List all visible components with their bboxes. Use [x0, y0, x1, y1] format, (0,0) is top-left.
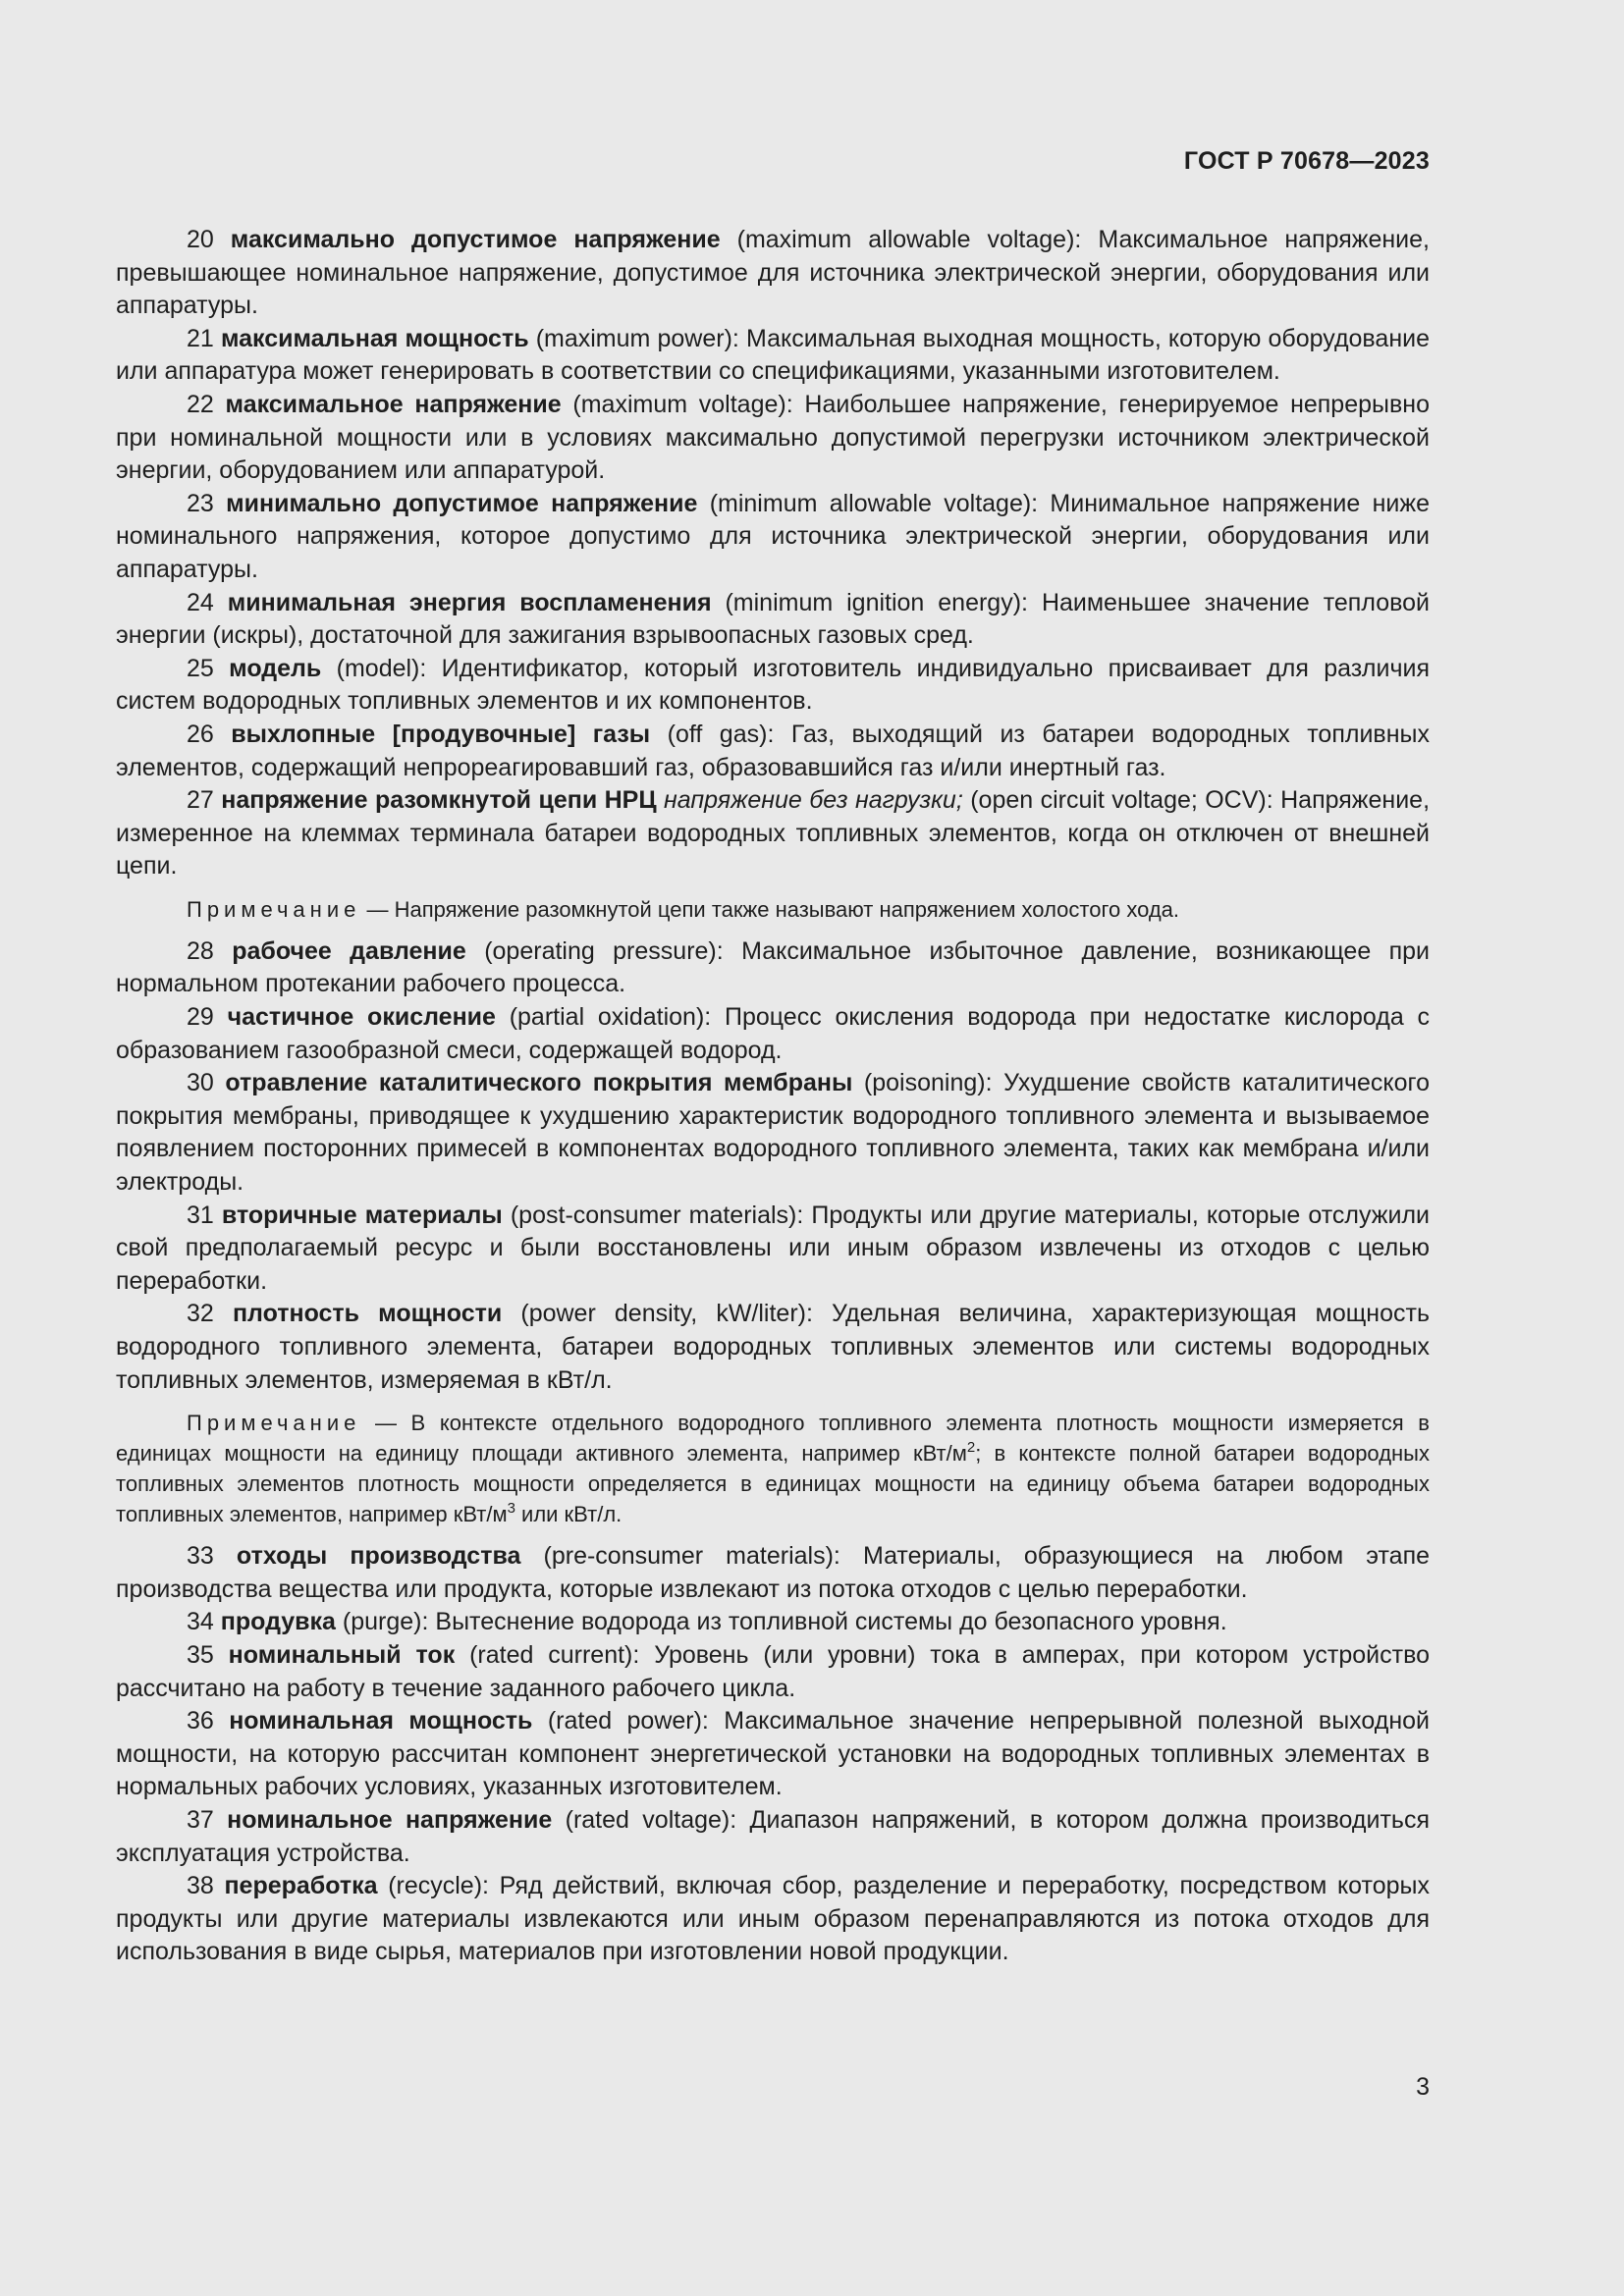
term-name: рабочее давление [232, 936, 466, 965]
term-definition: Диапазон напряжений, в котором должна производиться эксплуатация устройства. [116, 1805, 1430, 1867]
term-number: 31 [187, 1201, 214, 1229]
note-text: или кВт/л. [514, 1502, 623, 1527]
term-name: модель [229, 654, 322, 682]
term-definition: Максимальное значение непрерывной полезной выходной мощности, на которую рассчитан компонент энергетической установки на водородных топливных элементах в нормальных рабочих условиях, указанных изготовителем. [116, 1707, 1430, 1801]
term-entry [116, 1804, 1430, 1870]
term-name: максимальная мощность [220, 324, 529, 352]
page-number: 3 [1416, 2073, 1430, 2101]
term-entry [116, 784, 1430, 883]
term-english: (partial oxidation): [509, 1003, 712, 1032]
term-english: (maximum voltage): [572, 390, 793, 418]
term-definition: Максимальная выходная мощность, которую оборудование или аппаратура может генерировать в соответствии со спецификациями, указанными изготовителем. [116, 324, 1431, 386]
term-number: 32 [187, 1300, 214, 1328]
note-text: ; в контексте полной батареи водородных топливных элементов плотность мощности определяется в единицах мощности на единицу объема батареи водородных топливных элементов, например кВт/м [116, 1441, 1430, 1527]
term-definition: Наименьшее значение тепловой энергии (искры), достаточной для зажигания взрывоопасных газовых сред. [116, 588, 1430, 650]
term-number: 35 [187, 1640, 214, 1669]
term-definition: Процесс окисления водорода при недостатке кислорода с образованием газообразной смеси, содержащей водород. [116, 1003, 1430, 1064]
note-label: Примечание [187, 896, 361, 922]
term-definition: Ухудшение свойств каталитического покрытия мембраны, приводящее к ухудшению характеристик водородного топливного элемента и вызываемое появлением посторонних примесей в компонентах водородного топливного элемента, таких как мембрана и/или электроды. [116, 1069, 1430, 1197]
term-name: отходы производства [236, 1542, 521, 1571]
term-entry [116, 1870, 1430, 1969]
term-name: максимальное напряжение [225, 390, 562, 418]
term-definition: Максимальное напряжение, превышающее номинальное напряжение, допустимое для источника электрической энергии, оборудования или аппаратуры. [116, 226, 1430, 320]
term-english: (minimum ignition energy): [725, 588, 1028, 616]
term-english: (purge): [342, 1608, 429, 1636]
term-number: 29 [187, 1003, 214, 1032]
term-number: 23 [187, 489, 214, 517]
term-number: 37 [187, 1805, 214, 1834]
term-english: (maximum allowable voltage): [736, 226, 1082, 253]
term-definition: Максимальное избыточное давление, возникающее при нормальном протекании рабочего процесса. [116, 936, 1431, 998]
term-definition: Уровень (или уровни) тока в амперах, при котором устройство рассчитано на работу в течение заданного рабочего цикла. [116, 1640, 1430, 1702]
term-number: 24 [187, 588, 214, 616]
term-note [116, 894, 1430, 925]
note-text: — Напряжение разомкнутой цепи также называют напряжением холостого хода. [366, 896, 1180, 922]
term-entry [116, 488, 1430, 587]
note-superscript: 2 [966, 1439, 976, 1457]
term-entry [116, 1001, 1430, 1067]
term-number: 28 [187, 936, 214, 965]
terms-content [116, 224, 1430, 1969]
term-english: (minimum allowable voltage): [709, 489, 1039, 517]
term-entry [116, 1067, 1430, 1199]
term-entry [116, 1606, 1430, 1639]
term-name: номинальная мощность [229, 1707, 533, 1735]
term-name: частичное окисление [227, 1003, 496, 1032]
term-definition: Удельная величина, характеризующая мощность водородного топливного элемента, батареи водородных топливных элементов или системы водородных топливных элементов, измеряемая в кВт/л. [116, 1300, 1430, 1394]
term-english: (off gas): [667, 720, 775, 748]
term-english: (model): [336, 654, 427, 682]
term-name: вторичные материалы [221, 1201, 503, 1229]
term-name: номинальное напряжение [227, 1805, 553, 1834]
term-definition: Напряжение, измеренное на клеммах терминала батареи водородных топливных элементов, когда он отключен от внешней цепи. [116, 786, 1431, 881]
term-entry [116, 1705, 1430, 1804]
term-definition: Вытеснение водорода из топливной системы до безопасного уровня. [435, 1608, 1227, 1636]
term-english: (power density, kW/liter): [520, 1300, 813, 1328]
term-name: продувка [220, 1608, 336, 1636]
term-name: напряжение разомкнутой цепи НРЦ [221, 786, 657, 815]
term-number: 36 [187, 1707, 214, 1735]
term-english: (rated voltage): [565, 1805, 737, 1834]
term-definition: Ряд действий, включая сбор, разделение и переработку, посредством которых продукты или другие материалы извлекаются или иным образом перенаправляются из потока отходов для использования в виде сырья, материалов при изготовлении новой продукции. [116, 1872, 1430, 1966]
term-entry [116, 1540, 1430, 1606]
term-number: 25 [187, 654, 214, 682]
term-english: (rated power): [547, 1707, 709, 1735]
term-number: 22 [187, 390, 214, 418]
term-english: (post-consumer materials): [510, 1201, 804, 1229]
term-definition: Минимальное напряжение ниже номинального напряжения, которое допустимо для источника электрической энергии, оборудования или аппаратуры. [116, 489, 1430, 583]
term-entry [116, 224, 1430, 323]
note-label: Примечание [187, 1411, 361, 1436]
term-entry [116, 719, 1430, 784]
term-entry [116, 935, 1430, 1001]
term-number: 34 [187, 1608, 214, 1636]
term-name: минимальная энергия воспламенения [227, 588, 712, 616]
term-entry [116, 587, 1430, 653]
term-english: (rated current): [469, 1640, 640, 1669]
term-number: 20 [187, 226, 214, 253]
term-synonym: напряжение без нагрузки; [664, 786, 963, 815]
term-name: минимально допустимое напряжение [226, 489, 698, 517]
term-entry [116, 389, 1430, 488]
term-english: (poisoning): [863, 1069, 993, 1097]
term-name: плотность мощности [232, 1300, 503, 1328]
term-english: (operating pressure): [484, 936, 724, 965]
term-entry [116, 1200, 1430, 1299]
term-definition: Газ, выходящий из батареи водородных топливных элементов, содержащий непрореагировавший газ, образовавшийся газ и/или инертный газ. [116, 720, 1430, 781]
document-standard-id: ГОСТ Р 70678—2023 [1183, 147, 1430, 175]
term-number: 26 [187, 720, 214, 748]
term-name: переработка [224, 1872, 378, 1900]
term-number: 21 [187, 324, 214, 352]
term-number: 33 [187, 1542, 214, 1571]
term-name: максимально допустимое напряжение [230, 226, 721, 253]
term-note [116, 1408, 1430, 1529]
term-number: 30 [187, 1069, 214, 1097]
term-number: 38 [187, 1872, 214, 1900]
term-number: 27 [187, 786, 214, 815]
term-definition: Наибольшее напряжение, генерируемое непрерывно при номинальной мощности или в условиях максимально допустимой перегрузки источником электрической энергии, оборудованием или аппаратурой. [116, 390, 1430, 485]
term-name: отравление каталитического покрытия мембраны [225, 1069, 853, 1097]
term-definition: Продукты или другие материалы, которые отслужили свой предполагаемый ресурс и были восстановлены или иным образом извлечены из отходов с целью переработки. [116, 1201, 1431, 1295]
term-name: выхлопные [продувочные] газы [231, 720, 651, 748]
term-name: номинальный ток [228, 1640, 456, 1669]
term-entry [116, 1298, 1430, 1397]
term-entry [116, 1639, 1430, 1705]
term-entry [116, 323, 1430, 389]
term-english: (recycle): [388, 1872, 489, 1900]
note-superscript: 3 [507, 1500, 515, 1518]
term-definition: Материалы, образующиеся на любом этапе производства вещества или продукта, которые извлекают из потока отходов с целью переработки. [116, 1542, 1431, 1603]
note-text: — В контексте отдельного водородного топливного элемента плотность мощности измеряется в единицах мощности на единицу площади активного элемента, например кВт/м [116, 1411, 1430, 1467]
term-english: (maximum power): [535, 324, 739, 352]
term-english: (pre-consumer materials): [543, 1542, 840, 1571]
term-entry [116, 653, 1430, 719]
term-definition: Идентификатор, который изготовитель индивидуально присваивает для различия систем водородных топливных элементов и их компонентов. [116, 654, 1430, 716]
term-english: (open circuit voltage; OCV): [970, 786, 1273, 815]
